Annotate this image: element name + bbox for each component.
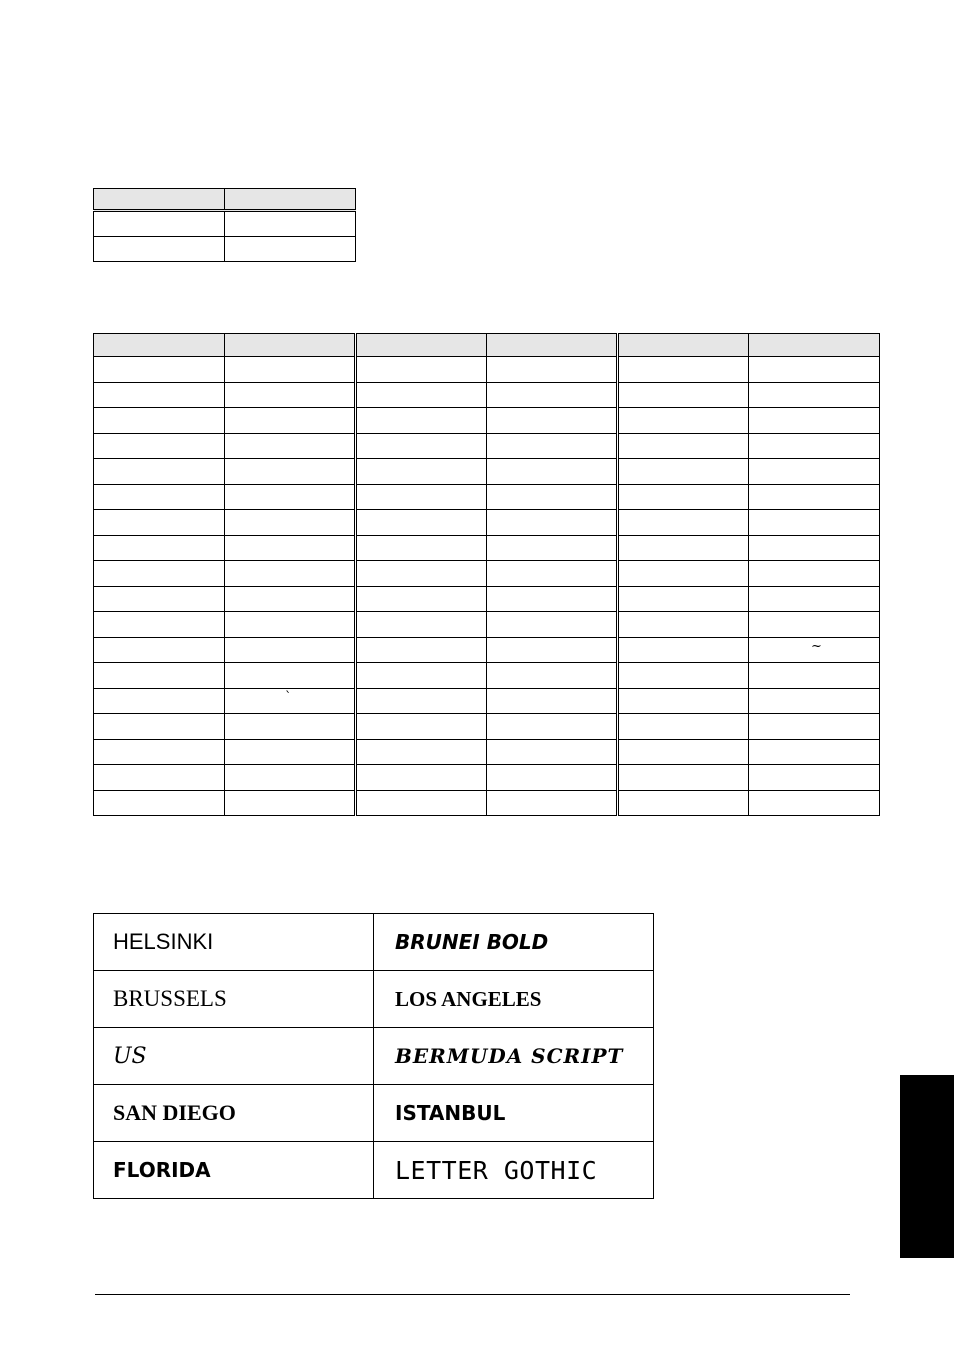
table-cell [749, 714, 880, 740]
table-cell [225, 510, 356, 536]
table-cell [487, 739, 618, 765]
table-row [94, 408, 880, 434]
table-cell [618, 586, 749, 612]
table-cell [356, 484, 487, 510]
grave-mark: ` [285, 689, 292, 705]
table-cell [618, 765, 749, 791]
table-cell [94, 334, 225, 357]
table-cell [356, 561, 487, 587]
small-table-header-row [94, 189, 356, 211]
table-cell [487, 714, 618, 740]
table-row [94, 211, 356, 237]
table-row [94, 663, 880, 689]
font-sample-los-angeles: LOS ANGELES [395, 987, 542, 1011]
table-cell [225, 237, 356, 262]
table-cell [487, 663, 618, 689]
table-cell [94, 688, 225, 714]
font-sample-istanbul: ISTANBUL [395, 1101, 506, 1125]
table-cell [487, 790, 618, 816]
table-row [94, 459, 880, 485]
table-row [94, 357, 880, 383]
font-sample-cell [374, 971, 654, 1028]
table-cell [749, 357, 880, 383]
table-row [94, 739, 880, 765]
table-cell [487, 637, 618, 663]
table-cell [749, 688, 880, 714]
table-cell [225, 790, 356, 816]
table-cell [749, 739, 880, 765]
table-cell [356, 663, 487, 689]
font-sample-florida: FLORIDA [113, 1158, 211, 1182]
table-cell [356, 459, 487, 485]
table-cell [618, 612, 749, 638]
table-cell [94, 586, 225, 612]
table-row [94, 765, 880, 791]
table-cell [487, 510, 618, 536]
table-cell [618, 663, 749, 689]
table-cell [225, 663, 356, 689]
table-cell [749, 484, 880, 510]
table-cell [618, 714, 749, 740]
small-table [93, 188, 356, 262]
table-cell [356, 688, 487, 714]
table-cell [94, 459, 225, 485]
table-cell [487, 561, 618, 587]
font-sample-brunei-bold: BRUNEI BOLD [395, 930, 549, 954]
table-cell [618, 790, 749, 816]
table-cell [94, 357, 225, 383]
table-cell [94, 237, 225, 262]
table-row [94, 714, 880, 740]
font-sample-cell [94, 1028, 374, 1085]
table-cell [356, 334, 487, 357]
table-cell [225, 408, 356, 434]
table-cell [356, 765, 487, 791]
table-cell [225, 334, 356, 357]
table-cell [225, 382, 356, 408]
table-cell [356, 382, 487, 408]
tilde-mark: ~ [811, 638, 822, 654]
table-cell [749, 510, 880, 536]
table-cell [487, 382, 618, 408]
table-cell [749, 663, 880, 689]
table-cell [356, 510, 487, 536]
table-cell [225, 739, 356, 765]
table-cell [618, 357, 749, 383]
table-cell [356, 408, 487, 434]
table-row [94, 561, 880, 587]
table-row [94, 433, 880, 459]
table-cell [94, 510, 225, 536]
font-sample-cell [94, 971, 374, 1028]
table-cell [94, 433, 225, 459]
table-cell [225, 189, 356, 211]
table-cell [487, 357, 618, 383]
font-sample-cell [374, 1142, 654, 1199]
table-cell [749, 459, 880, 485]
table-row [94, 790, 880, 816]
table-row [94, 971, 654, 1028]
table-cell [749, 637, 880, 663]
table-cell [225, 612, 356, 638]
table-cell [225, 211, 356, 237]
table-cell [225, 586, 356, 612]
table-row [94, 237, 356, 262]
table-cell [487, 688, 618, 714]
table-row [94, 914, 654, 971]
grid-table-header-row [94, 334, 880, 357]
table-row [94, 586, 880, 612]
table-cell [94, 637, 225, 663]
table-cell [356, 637, 487, 663]
table-cell [225, 484, 356, 510]
font-sample-cell [374, 1085, 654, 1142]
table-cell [749, 382, 880, 408]
table-cell [94, 790, 225, 816]
table-cell [94, 739, 225, 765]
table-cell [225, 357, 356, 383]
table-row [94, 510, 880, 536]
table-cell [94, 561, 225, 587]
table-cell [487, 765, 618, 791]
font-sample-table [93, 913, 654, 1199]
table-row [94, 637, 880, 663]
side-thumb-tab [900, 1075, 954, 1258]
footer-rule [95, 1294, 850, 1295]
font-sample-bermuda-script: BERMUDA SCRIPT [395, 1044, 624, 1068]
font-sample-helsinki: HELSINKI [113, 929, 214, 954]
table-cell [356, 714, 487, 740]
table-cell [94, 382, 225, 408]
table-cell [94, 189, 225, 211]
table-cell [618, 561, 749, 587]
table-cell [94, 663, 225, 689]
table-cell [487, 484, 618, 510]
table-cell [225, 688, 356, 714]
table-cell [749, 334, 880, 357]
table-cell [487, 535, 618, 561]
table-cell [618, 510, 749, 536]
table-cell [618, 637, 749, 663]
table-row [94, 688, 880, 714]
table-cell [618, 408, 749, 434]
table-cell [618, 382, 749, 408]
table-cell [618, 334, 749, 357]
table-cell [356, 612, 487, 638]
table-row [94, 1028, 654, 1085]
table-cell [356, 433, 487, 459]
table-cell [94, 535, 225, 561]
table-row [94, 484, 880, 510]
table-cell [356, 357, 487, 383]
table-cell [749, 561, 880, 587]
table-row [94, 1142, 654, 1199]
table-cell [749, 535, 880, 561]
font-sample-cell [94, 1085, 374, 1142]
table-cell [749, 612, 880, 638]
table-cell [487, 586, 618, 612]
table-cell [225, 765, 356, 791]
table-cell [94, 484, 225, 510]
font-sample-cell [94, 1142, 374, 1199]
table-cell [225, 459, 356, 485]
table-cell [487, 408, 618, 434]
table-cell [749, 790, 880, 816]
table-cell [225, 637, 356, 663]
font-sample-brussels: BRUSSELS [113, 986, 227, 1011]
table-row [94, 1085, 654, 1142]
font-sample-cell [374, 914, 654, 971]
table-cell [94, 612, 225, 638]
table-row [94, 535, 880, 561]
table-cell [94, 408, 225, 434]
table-cell [356, 739, 487, 765]
table-cell [94, 211, 225, 237]
table-cell [356, 790, 487, 816]
table-cell [618, 535, 749, 561]
font-sample-cell [374, 1028, 654, 1085]
table-cell [749, 586, 880, 612]
table-cell [618, 459, 749, 485]
table-cell [356, 586, 487, 612]
table-cell [487, 334, 618, 357]
font-sample-san-diego: SAN DIEGO [113, 1100, 236, 1125]
table-cell [487, 612, 618, 638]
table-cell [749, 408, 880, 434]
table-cell [749, 433, 880, 459]
table-cell [618, 688, 749, 714]
table-row [94, 612, 880, 638]
font-sample-letter-gothic: LETTER GOTHIC [395, 1155, 598, 1185]
table-cell [225, 433, 356, 459]
table-cell [618, 484, 749, 510]
table-cell [225, 535, 356, 561]
table-cell [94, 765, 225, 791]
table-cell [225, 714, 356, 740]
table-cell [225, 561, 356, 587]
table-cell [618, 739, 749, 765]
table-cell [487, 459, 618, 485]
table-cell [749, 765, 880, 791]
table-cell [94, 714, 225, 740]
font-sample-us: US [113, 1044, 147, 1069]
table-cell [618, 433, 749, 459]
table-row [94, 382, 880, 408]
font-sample-cell [94, 914, 374, 971]
table-cell [356, 535, 487, 561]
table-cell [487, 433, 618, 459]
grid-table [93, 333, 880, 816]
